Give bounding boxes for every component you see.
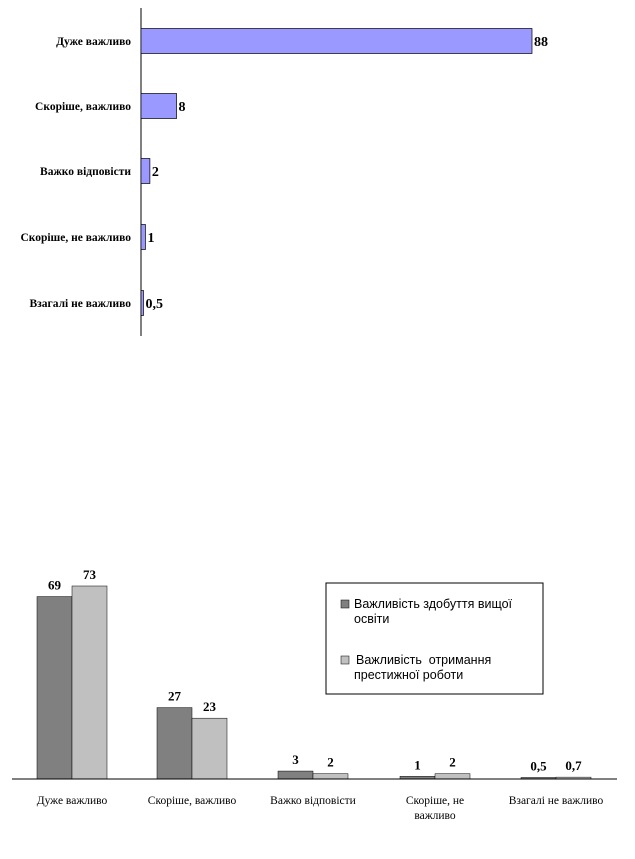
bottom-bar-value-label: 69 [48, 577, 61, 593]
top-bar-value-label: 1 [147, 231, 155, 246]
bottom-bar-value-label: 73 [83, 567, 96, 582]
bottom-bar-value-label: 2 [327, 754, 334, 770]
bottom-bar-group-4-series-2 [435, 774, 470, 779]
legend-swatch-series-1 [341, 600, 349, 608]
bottom-bar-group-3-series-2 [313, 774, 348, 779]
top-bar-4 [141, 225, 145, 250]
legend-label-series-1-line-1: Важливість здобуття вищої [354, 597, 513, 611]
top-bar-1 [141, 29, 532, 54]
bottom-category-label: Важко відповісти [270, 795, 356, 807]
top-category-label: Дуже важливо [56, 36, 131, 48]
top-category-label: Скоріше, важливо [35, 101, 131, 113]
top-bar-3 [141, 159, 150, 184]
legend-label-series-2-line-2: престижної роботи [354, 668, 464, 682]
top-bar-value-label: 0,5 [145, 297, 163, 312]
legend-label-series-1-line-2: освіти [354, 612, 390, 626]
bottom-bar-group-3-series-1 [278, 771, 313, 779]
bottom-bar-group-2-series-2 [192, 718, 227, 779]
grouped-bar-chart [12, 567, 617, 822]
bottom-category-label: Взагалі не важливо [508, 795, 604, 807]
top-chart-bars [141, 29, 532, 316]
top-category-label: Важко відповісти [40, 166, 131, 178]
bottom-bar-value-label: 23 [203, 699, 216, 715]
horizontal-bar-chart [20, 8, 548, 336]
top-category-label: Взагалі не важливо [29, 298, 131, 310]
legend-swatch-series-2 [341, 656, 349, 664]
top-bar-5 [141, 291, 144, 316]
top-bar-value-label: 2 [151, 165, 159, 180]
bottom-bar-value-label: 0,5 [530, 758, 547, 774]
bottom-category-label: Скоріше, важливо [147, 795, 237, 807]
top-bar-value-label: 88 [534, 35, 548, 50]
top-bar-value-label: 8 [178, 100, 186, 115]
top-bar-2 [141, 94, 177, 119]
bottom-bar-group-1-series-1 [37, 597, 72, 779]
bottom-bar-value-label: 27 [168, 688, 181, 704]
bottom-category-label: Дуже важливо [36, 795, 108, 807]
bottom-bar-value-label: 2 [449, 754, 456, 770]
bottom-category-label: Скоріше, не важливо [405, 795, 465, 822]
chart-legend [326, 583, 543, 694]
bottom-bar-group-1-series-2 [72, 586, 107, 779]
top-category-label: Скоріше, не важливо [20, 232, 131, 244]
legend-label-series-2-line-1: Важливість отримання [356, 653, 492, 667]
bottom-bar-value-label: 3 [292, 752, 299, 768]
bottom-bar-value-label: 0,7 [565, 758, 582, 774]
bottom-bar-value-label: 1 [414, 757, 421, 773]
bottom-bar-group-2-series-1 [157, 708, 192, 779]
